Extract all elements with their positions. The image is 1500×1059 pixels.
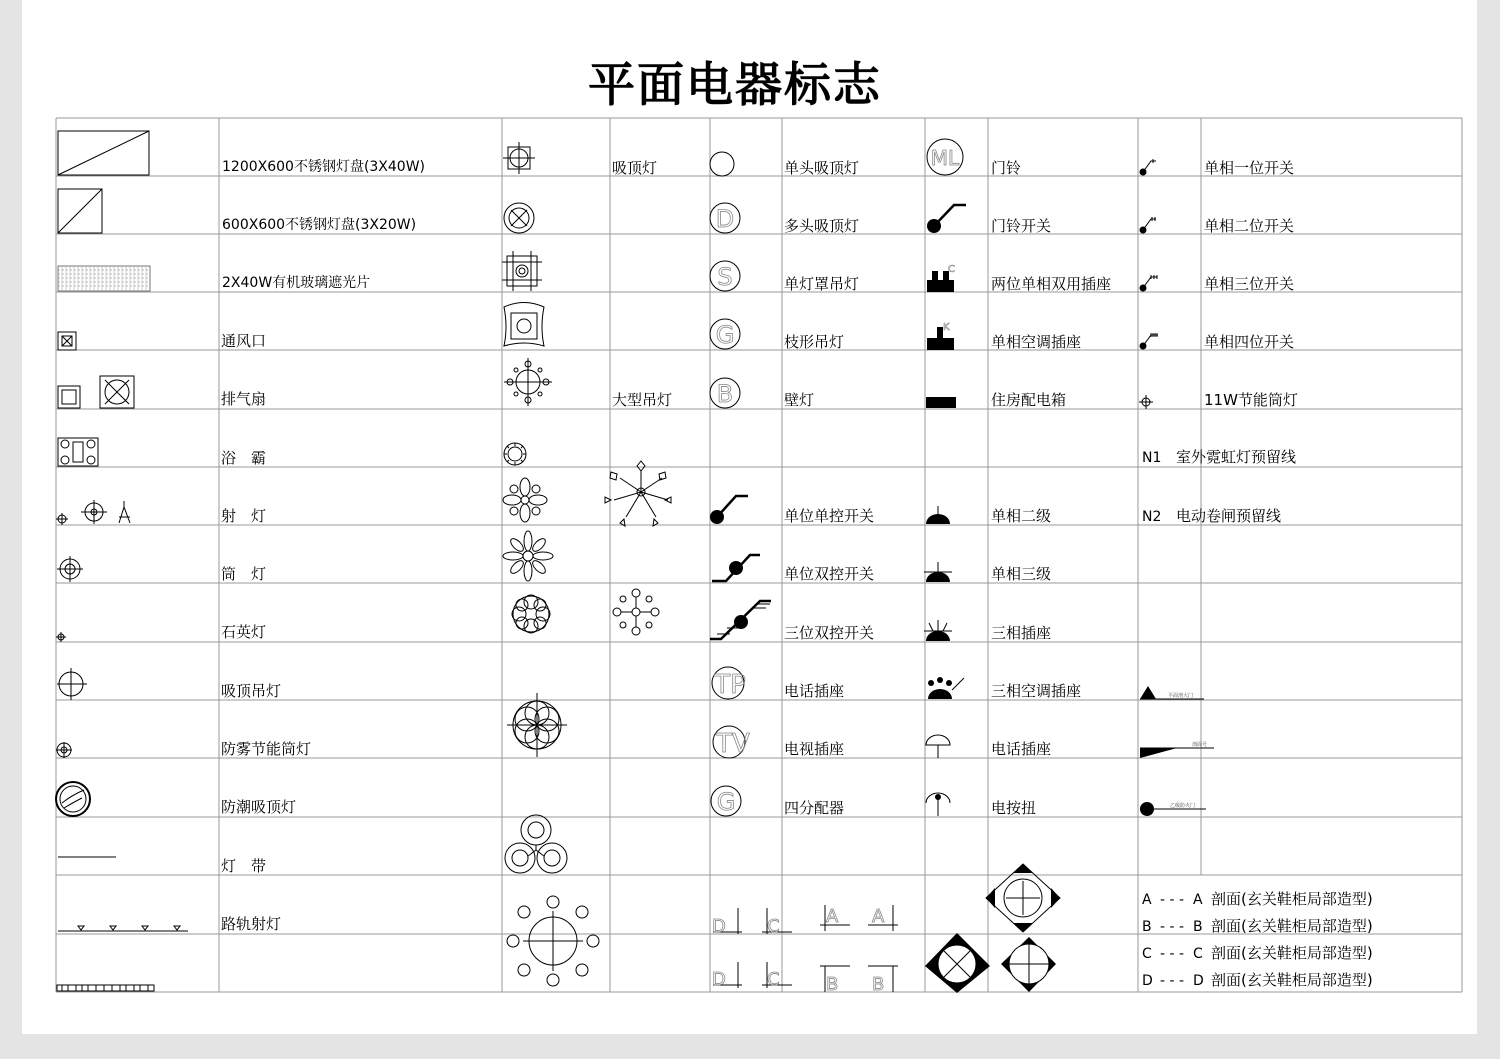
phone-socket-icon (712, 667, 746, 700)
vent-icon (58, 332, 76, 350)
label-track-spotlight: 路轨射灯 (221, 915, 282, 933)
svg-text:B: B (826, 974, 839, 995)
label-tv-socket: 电视插座 (784, 740, 845, 758)
label-phone-socket-2: 电话插座 (991, 740, 1052, 758)
square-lamp-icon (504, 303, 544, 347)
label-antifog-downlight: 防雾节能筒灯 (221, 740, 312, 758)
column-5 (1139, 159, 1373, 989)
section-diamond-x-icon (925, 933, 990, 993)
section-legend-c (1142, 944, 1373, 962)
push-button-icon (926, 793, 950, 816)
energy-saving-downlight-icon (1139, 395, 1153, 409)
svg-text:C: C (1193, 946, 1203, 962)
svg-text:D: D (1142, 973, 1153, 989)
section-legend-d (1142, 971, 1373, 989)
label-single-control-switch: 单位单控开关 (784, 507, 875, 525)
branch-pendant-icon (710, 319, 740, 349)
svg-text:C: C (767, 916, 780, 937)
label-dual-control-switch: 单位双控开关 (784, 565, 875, 583)
ceiling-lamp-icon (503, 142, 535, 174)
section-diamond-a-icon (986, 864, 1060, 932)
fire-door-marker-icon (1140, 802, 1206, 816)
reserved-code-n2: N2 (1142, 509, 1162, 525)
reserved-label-neon: 室外霓虹灯预留线 (1176, 448, 1297, 466)
svg-text:B: B (1142, 919, 1152, 935)
dual-socket-icon (927, 264, 955, 292)
wall-lamp-icon (710, 378, 740, 408)
two-gang-switch-icon (1140, 217, 1157, 234)
ring-chandelier-icon (504, 443, 526, 465)
svg-text:剖面(玄关鞋柜局部造型): 剖面(玄关鞋柜局部造型) (1211, 917, 1373, 935)
svg-text:剖面(玄关鞋柜局部造型): 剖面(玄关鞋柜局部造型) (1211, 944, 1373, 962)
label-glass-diffuser: 2X40W有机玻璃遮光片 (222, 275, 371, 291)
svg-text:G: G (715, 321, 735, 349)
antifog-downlight-icon (56, 742, 72, 758)
svg-text:乙级防火门: 乙级防火门 (1170, 803, 1196, 809)
panel-1200x600-icon (58, 131, 149, 175)
single-head-ceiling-icon (710, 152, 734, 176)
glass-diffuser-icon (58, 266, 150, 291)
column-4 (924, 139, 1111, 993)
label-exhaust-fan: 排气扇 (221, 390, 267, 408)
svg-text:剖面(玄关鞋柜局部造型): 剖面(玄关鞋柜局部造型) (1211, 890, 1373, 908)
label-bath-heater: 浴 霸 (221, 449, 267, 467)
label-four-gang-switch: 单相四位开关 (1204, 333, 1295, 351)
label-light-strip: 灯 带 (221, 857, 267, 875)
svg-text:- - -: - - - (1160, 946, 1185, 962)
label-doorbell: 门铃 (991, 159, 1022, 177)
page-title: 平面电器标志 (588, 58, 882, 113)
svg-text:TP: TP (714, 670, 746, 700)
x-circle-lamp-icon (504, 203, 534, 233)
svg-text:剖面(玄关鞋柜局部造型): 剖面(玄关鞋柜局部造型) (1211, 971, 1373, 989)
svg-text:- - -: - - - (1160, 919, 1185, 935)
label-1200x600-panel: 1200X600不锈钢灯盘(3X40W) (222, 159, 426, 175)
flower-of-life-chandelier-icon (507, 693, 567, 757)
plan-section-marker-icon (1140, 686, 1204, 699)
svg-text:A: A (1193, 892, 1203, 908)
section-number-marker-icon (1140, 741, 1214, 758)
single-shade-pendant-icon (710, 261, 740, 291)
svg-text:B: B (716, 380, 734, 408)
ring-of-lamps-icon (507, 896, 599, 986)
svg-text:C: C (948, 264, 955, 275)
svg-text:S: S (717, 263, 733, 291)
moisture-lamp-icon (56, 782, 90, 816)
label-single-phase-three: 单相三级 (991, 565, 1052, 583)
panel-600x600-icon (58, 189, 102, 233)
label-moisture-ceiling-lamp: 防潮吸顶灯 (221, 798, 297, 816)
three-phase-ac-socket-icon (928, 677, 964, 699)
tv-socket-icon (713, 726, 750, 759)
svg-text:A: A (1142, 892, 1152, 908)
svg-text:C: C (1142, 946, 1152, 962)
section-legend-a (1142, 890, 1373, 908)
label-energy-saving-downlight: 11W节能筒灯 (1204, 391, 1298, 409)
flower-chandelier-b-icon (503, 531, 553, 581)
bath-heater-icon (58, 438, 98, 466)
reserved-code-n1: N1 (1142, 450, 1162, 466)
column-3 (710, 152, 898, 995)
label-push-button: 电按扭 (991, 799, 1037, 817)
label-branch-pendant: 枝形吊灯 (784, 333, 845, 351)
four-gang-switch-icon (1140, 333, 1159, 350)
label-600x600-panel: 600X600不锈钢灯盘(3X20W) (222, 217, 417, 233)
label-ceiling-lamp: 吸顶灯 (612, 159, 658, 177)
label-quartz-lamp: 石英灯 (221, 623, 267, 641)
svg-text:A: A (826, 906, 839, 927)
ceiling-pendant-icon (57, 668, 87, 700)
section-markers-icon (712, 905, 898, 995)
three-phase-socket-icon (924, 620, 952, 641)
reserved-label-shutter: 电动卷闸预留线 (1176, 507, 1282, 525)
svg-text:TV: TV (716, 729, 750, 759)
three-gang-switch-single-icon (1140, 275, 1158, 292)
medallion-chandelier-icon (504, 358, 552, 406)
four-way-splitter-icon (711, 786, 741, 816)
label-downlight: 筒 灯 (221, 565, 267, 583)
ac-socket-icon (927, 322, 954, 350)
label-distribution-box: 住房配电箱 (991, 391, 1067, 409)
svg-text:- - -: - - - (1160, 973, 1185, 989)
three-gang-switch-icon (710, 601, 771, 639)
flower-chandelier-a-icon (503, 478, 547, 522)
mini-symbols-row-icon (57, 985, 154, 991)
quartz-lamp-icon (56, 632, 66, 642)
section-legend-b (1142, 917, 1373, 935)
doorbell-icon (927, 139, 963, 175)
single-phase-two-icon (926, 506, 950, 524)
svg-text:D: D (712, 969, 726, 990)
star-chandelier-icon (605, 461, 671, 526)
label-three-phase-ac-socket: 三相空调插座 (991, 682, 1082, 700)
svg-text:C: C (767, 969, 780, 990)
spotlight-icon (56, 500, 130, 525)
downlight-icon (57, 556, 83, 582)
label-single-phase-two: 单相二级 (991, 507, 1052, 525)
one-gang-switch-icon (1140, 159, 1157, 176)
grid-lamp-icon (502, 251, 542, 291)
svg-text:A: A (872, 906, 885, 927)
label-large-chandelier: 大型吊灯 (612, 391, 673, 409)
label-four-way-splitter: 四分配器 (784, 799, 845, 817)
snowflake-chandelier-icon (613, 589, 659, 635)
doorbell-switch-icon (927, 205, 966, 233)
svg-text:G: G (716, 788, 736, 816)
label-spotlight: 射 灯 (221, 507, 267, 525)
svg-text:剖面号: 剖面号 (1192, 742, 1208, 748)
svg-text:K: K (943, 322, 950, 333)
multi-head-ceiling-icon (710, 203, 740, 233)
label-single-head-ceiling: 单头吸顶灯 (784, 159, 860, 177)
label-doorbell-switch: 门铃开关 (991, 217, 1052, 235)
svg-text:B: B (872, 974, 885, 995)
svg-text:D: D (712, 916, 726, 937)
phone-socket-2-icon (926, 735, 950, 758)
dual-control-switch-icon (712, 555, 760, 581)
label-three-phase-socket: 三相插座 (991, 624, 1052, 642)
svg-text:平面剖大门: 平面剖大门 (1168, 693, 1194, 699)
label-one-gang-switch: 单相一位开关 (1204, 159, 1295, 177)
svg-text:- - -: - - - (1160, 892, 1185, 908)
exhaust-fan-icon (58, 376, 134, 408)
label-two-gang-switch: 单相二位开关 (1204, 217, 1295, 235)
label-dual-socket: 两位单相双用插座 (991, 275, 1112, 293)
rosette-chandelier-icon (512, 595, 550, 633)
track-spotlight-icon (58, 926, 188, 931)
label-multi-head-ceiling: 多头吸顶灯 (784, 217, 860, 235)
label-wall-lamp: 壁灯 (784, 391, 815, 409)
svg-text:B: B (1193, 919, 1203, 935)
column-2 (502, 142, 672, 986)
svg-text:D: D (1193, 973, 1204, 989)
section-diamond-b-icon (1001, 937, 1056, 992)
label-vent: 通风口 (221, 332, 267, 350)
triple-ring-lamp-icon (505, 815, 567, 873)
label-three-gang-single-switch: 单相三位开关 (1204, 275, 1295, 293)
label-single-shade-pendant: 单灯罩吊灯 (784, 275, 860, 293)
svg-text:ML: ML (930, 146, 960, 170)
label-ac-socket: 单相空调插座 (991, 333, 1082, 351)
distribution-box-icon (926, 397, 956, 408)
label-phone-socket: 电话插座 (784, 682, 845, 700)
label-three-gang-switch: 三位双控开关 (784, 624, 875, 642)
column-1-symbols (56, 131, 188, 991)
label-ceiling-pendant: 吸顶吊灯 (221, 682, 282, 700)
single-phase-three-icon (924, 562, 952, 582)
svg-text:D: D (715, 205, 735, 233)
single-control-switch-icon (710, 496, 748, 524)
